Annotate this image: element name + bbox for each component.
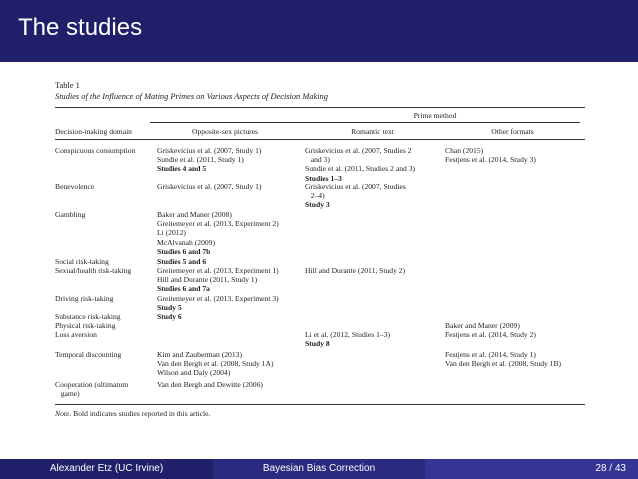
footer-bar (0, 459, 638, 479)
cell-pictures (157, 210, 279, 256)
study-citation: Studies 6 and 7a (157, 284, 210, 294)
spanner-rule (150, 122, 580, 123)
study-citation: Baker and Maner (2008) (157, 210, 232, 219)
study-citation: Festjens et al. (2014, Study 2) (445, 330, 536, 339)
col-header-text: Romantic text (351, 127, 394, 136)
prime-method-header: Prime method (413, 111, 457, 120)
domain-label: Substance risk-taking (55, 312, 121, 321)
study-citation: Chan (2015) (445, 146, 484, 155)
study-citation: Studies 1–3 (305, 173, 342, 183)
study-citation: Van den Bergh et al. (2008, Study 1B) (445, 359, 562, 369)
top-rule (55, 107, 585, 108)
table-caption (55, 80, 328, 102)
cell-other (445, 146, 536, 164)
study-citation: Griskevicius et al. (2007, Studies (305, 182, 406, 191)
slide-title-bar (0, 0, 638, 62)
domain-label: Gambling (55, 210, 86, 219)
study-citation: McAlvanah (2009) (157, 237, 215, 247)
slide-title: The studies (18, 14, 143, 41)
cell-domain (55, 210, 85, 219)
cell-text (305, 330, 390, 348)
domain-label: Social risk-taking (55, 257, 109, 266)
col-header-pictures: Opposite-sex pictures (191, 127, 258, 136)
cell-pictures (157, 294, 279, 312)
study-citation: Greitemeyer et al. (2013, Experiment 1) (157, 266, 279, 275)
study-citation: Wilson and Daly (2004) (157, 368, 231, 378)
cell-domain (55, 257, 109, 266)
footer-page (425, 459, 638, 479)
cell-pictures (157, 257, 206, 266)
study-citation: Griskevicius et al. (2007, Studies 2 (305, 146, 412, 155)
study-citation: Griskevicius et al. (2007, Study 1) (157, 146, 262, 155)
study-citation: Festjens et al. (2014, Study 1) (445, 350, 536, 359)
domain-label: game) (55, 389, 80, 399)
study-citation: Studies 5 and 6 (157, 257, 207, 266)
note-text: Bold indicates studies reported in this article. (71, 409, 211, 418)
study-citation: Sundie et al. (2011, Study 1) (157, 155, 244, 165)
cell-domain (55, 182, 94, 191)
study-citation: Van den Bergh et al. (2008, Study 1A) (157, 359, 274, 369)
page-number: 28 / 43 (595, 463, 626, 474)
domain-label: Benevolence (55, 182, 95, 191)
domain-label: Driving risk-taking (55, 294, 114, 303)
study-citation: Studies 4 and 5 (157, 164, 207, 174)
study-citation: Hill and Durante (2011, Study 1) (157, 275, 258, 285)
study-citation: Kim and Zauberman (2013) (157, 350, 242, 359)
cell-other (445, 321, 520, 330)
cell-text (305, 146, 415, 183)
col-header-other: Other formats (491, 127, 534, 136)
study-citation: and 3) (305, 155, 330, 165)
cell-domain (55, 294, 113, 303)
table-label: Table 1 (55, 81, 80, 90)
domain-label: Loss aversion (55, 330, 97, 339)
col-header-domain: Decision-making domain (55, 127, 132, 136)
study-citation: Li et al. (2012, Studies 1–3) (305, 330, 390, 339)
study-citation: Study 8 (305, 339, 330, 349)
cell-domain (55, 350, 121, 359)
header-rule (55, 139, 585, 140)
study-citation: Griskevicius et al. (2007, Study 1) (157, 182, 262, 191)
cell-pictures (157, 380, 263, 389)
cell-text (305, 266, 405, 275)
cell-pictures (157, 182, 261, 191)
domain-label: Cooperation (ultimatum (55, 380, 129, 389)
domain-label: Physical risk-taking (55, 321, 116, 330)
study-citation: Greitemeyer et al. (2013, Experiment 2) (157, 219, 279, 229)
cell-domain (55, 146, 135, 155)
note-label: Note. (55, 409, 72, 418)
study-citation: Study 3 (305, 200, 330, 210)
cell-domain (55, 321, 116, 330)
footer-talk-title: Bayesian Bias Correction (213, 459, 425, 479)
cell-pictures (157, 146, 261, 174)
study-citation: Study 5 (157, 303, 182, 313)
cell-other (445, 350, 561, 368)
study-citation: Sundie et al. (2011, Studies 2 and 3) (305, 164, 416, 174)
cell-domain (55, 266, 131, 275)
study-citation: Hill and Durante (2011, Study 2) (305, 266, 406, 275)
domain-label: Conspicuous consumption (55, 146, 136, 155)
study-citation: Li (2012) (157, 228, 186, 238)
cell-text (305, 182, 406, 210)
study-citation: Studies 6 and 7b (157, 246, 211, 256)
cell-domain (55, 330, 97, 339)
cell-domain (55, 312, 121, 321)
footer-author: Alexander Etz (UC Irvine) (0, 459, 213, 479)
study-citation: Study 6 (157, 312, 182, 321)
study-citation: Festjens et al. (2014, Study 3) (445, 155, 536, 165)
table-note (55, 409, 210, 418)
cell-domain (55, 380, 128, 398)
cell-pictures (157, 312, 182, 321)
table-title: Studies of the Influence of Mating Primes on Various Aspects of Decision Making (55, 92, 328, 101)
bottom-rule (55, 404, 585, 405)
domain-label: Sexual/health risk-taking (55, 266, 132, 275)
study-citation: 2–4) (305, 191, 325, 201)
cell-pictures (157, 266, 279, 294)
study-citation: Baker and Maner (2009) (445, 321, 520, 330)
study-citation: Van den Bergh and Dewitte (2006) (157, 380, 263, 389)
cell-pictures (157, 350, 274, 378)
study-citation: Greitemeyer et al. (2013, Experiment 3) (157, 294, 279, 303)
cell-other (445, 330, 536, 339)
domain-label: Temporal discounting (55, 350, 122, 359)
